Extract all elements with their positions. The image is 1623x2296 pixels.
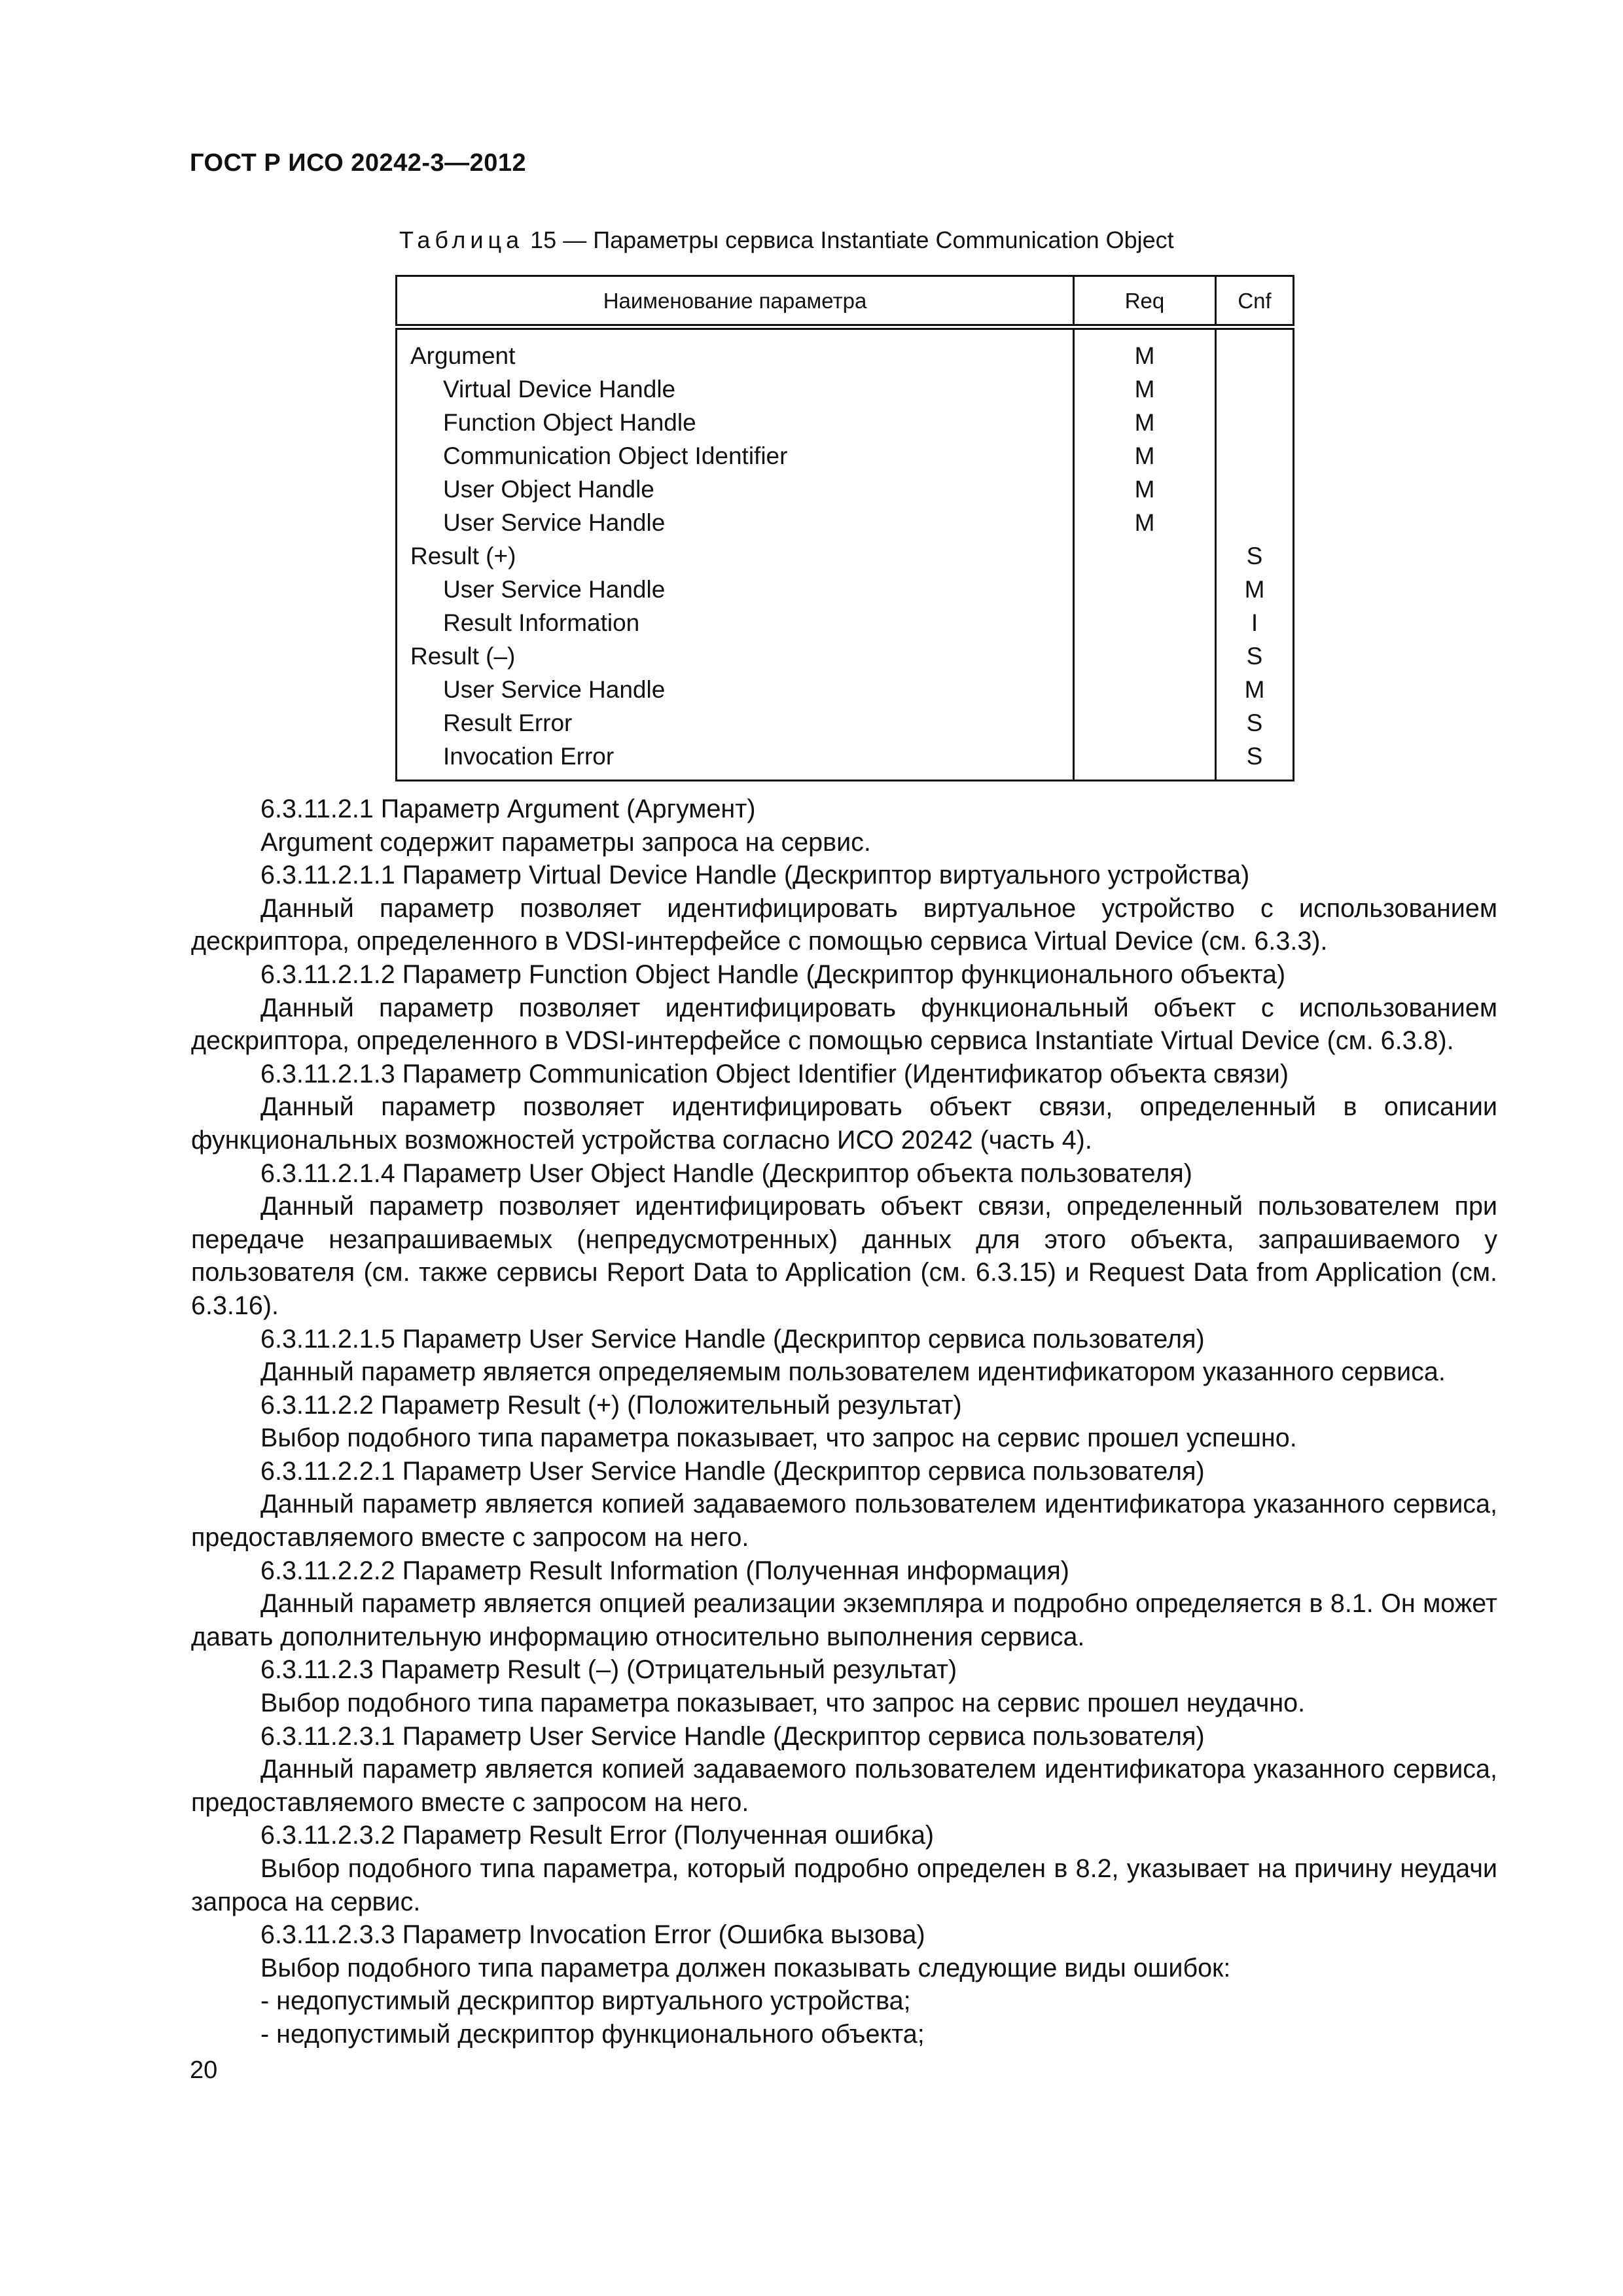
table-row	[397, 673, 1294, 706]
table-header-row	[397, 276, 1294, 327]
paragraph: - недопустимый дескриптор функционального объекта;	[260, 2019, 925, 2049]
param-cnf-cell: M	[1216, 573, 1294, 606]
page-number: 20	[190, 2056, 218, 2084]
paragraph: 6.3.11.2.2.2 Параметр Result Information (Полученная информация)	[260, 1556, 1069, 1585]
param-name-cell: Virtual Device Handle	[397, 372, 1074, 406]
param-cnf-cell	[1216, 473, 1294, 506]
param-req-cell	[1074, 539, 1216, 573]
param-req-cell	[1074, 606, 1216, 639]
table-row	[397, 372, 1294, 406]
paragraph: Выбор подобного типа параметра, который подробно определен в 8.2, указывает на причину неудачи запроса на сервис.	[191, 1854, 1497, 1916]
param-req-cell: M	[1074, 473, 1216, 506]
paragraph: - недопустимый дескриптор виртуального устройства;	[260, 1986, 911, 2016]
paragraph: 6.3.11.2.3 Параметр Result (–) (Отрицательный результат)	[260, 1655, 957, 1685]
paragraph: Данный параметр позволяет идентифицировать объект связи, определенный в описании функциональных возможностей устройства согласно ИСО 20242 (часть 4).	[191, 1092, 1497, 1155]
param-name-cell: Result (+)	[397, 539, 1074, 573]
table-body	[397, 327, 1294, 781]
param-cnf-cell: M	[1216, 673, 1294, 706]
paragraph: 6.3.11.2.1.1 Параметр Virtual Device Handle (Дескриптор виртуального устройства)	[260, 861, 1250, 890]
paragraph: 6.3.11.2.3.1 Параметр User Service Handle (Дескриптор сервиса пользователя)	[260, 1721, 1205, 1751]
paragraph: Данный параметр позволяет идентифицировать объект связи, определенный пользователем при передаче незапрашиваемых (непредусмотренных) данных для этого объекта, запрашиваемого у пользователя (см. также сервисы Report Data to Application (см. 6.3.15) и Request Data from Application (см. 6.3.16).	[191, 1192, 1497, 1320]
param-cnf-cell: S	[1216, 706, 1294, 740]
table-row	[397, 439, 1294, 473]
param-cnf-cell	[1216, 372, 1294, 406]
param-name-cell: User Service Handle	[397, 506, 1074, 539]
param-cnf-cell	[1216, 327, 1294, 373]
table-row	[397, 406, 1294, 439]
table-row	[397, 473, 1294, 506]
paragraph: 6.3.11.2.1.4 Параметр User Object Handle (Дескриптор объекта пользователя)	[260, 1158, 1192, 1188]
table-row	[397, 539, 1294, 573]
param-name-cell: Communication Object Identifier	[397, 439, 1074, 473]
paragraph: Данный параметр является копией задаваемого пользователем идентификатора указанного сервиса, предоставляемого вместе с запросом на него.	[191, 1490, 1497, 1552]
paragraph: Выбор подобного типа параметра показывает, что запрос на сервис прошел неудачно.	[260, 1689, 1306, 1718]
param-req-cell	[1074, 706, 1216, 740]
param-name-cell: Invocation Error	[397, 740, 1074, 781]
paragraph: Выбор подобного типа параметра должен показывать следующие виды ошибок:	[260, 1953, 1231, 1982]
param-name-cell: Result Information	[397, 606, 1074, 639]
table-row	[397, 639, 1294, 673]
param-cnf-cell	[1216, 439, 1294, 473]
paragraph: 6.3.11.2.1.5 Параметр User Service Handle (Дескриптор сервиса пользователя)	[260, 1324, 1205, 1354]
table-caption	[399, 226, 1174, 254]
paragraph: 6.3.11.2.2 Параметр Result (+) (Положительный результат)	[260, 1390, 962, 1420]
param-cnf-cell: S	[1216, 539, 1294, 573]
param-name-cell: Result (–)	[397, 639, 1074, 673]
paragraph: 6.3.11.2.2.1 Параметр User Service Handle (Дескриптор сервиса пользователя)	[260, 1456, 1205, 1486]
document-header: ГОСТ Р ИСО 20242-3—2012	[190, 149, 527, 177]
body-text	[191, 793, 1497, 2051]
param-req-cell: M	[1074, 506, 1216, 539]
paragraph: Данный параметр позволяет идентифицировать функциональный объект с использованием дескриптора, определенного в VDSI-интерфейсе с помощью сервиса Instantiate Virtual Device (см. 6.3.8).	[191, 993, 1497, 1056]
parameters-table	[395, 275, 1294, 781]
paragraph: 6.3.11.2.3.3 Параметр Invocation Error (Ошибка вызова)	[260, 1920, 925, 1950]
param-req-cell	[1074, 673, 1216, 706]
paragraph: 6.3.11.2.3.2 Параметр Result Error (Полученная ошибка)	[260, 1821, 935, 1850]
table-caption-prefix: Таблица	[399, 226, 524, 253]
table-row	[397, 506, 1294, 539]
param-req-cell: M	[1074, 327, 1216, 373]
paragraph: Выбор подобного типа параметра показывает, что запрос на сервис прошел успешно.	[260, 1424, 1297, 1453]
param-cnf-cell	[1216, 506, 1294, 539]
param-cnf-cell	[1216, 406, 1294, 439]
paragraph: 6.3.11.2.1 Параметр Argument (Аргумент)	[260, 795, 756, 823]
paragraph: Данный параметр позволяет идентифицировать виртуальное устройство с использованием дескриптора, определенного в VDSI-интерфейсе с помощью сервиса Virtual Device (см. 6.3.3).	[191, 893, 1497, 956]
table-caption-text: 15 — Параметры сервиса Instantiate Communication Object	[524, 226, 1174, 253]
paragraph: 6.3.11.2.1.2 Параметр Function Object Handle (Дескриптор функционального объекта)	[260, 960, 1286, 989]
param-req-cell: M	[1074, 372, 1216, 406]
table-row	[397, 740, 1294, 781]
param-req-cell: M	[1074, 439, 1216, 473]
param-req-cell	[1074, 573, 1216, 606]
param-name-cell: Result Error	[397, 706, 1074, 740]
param-cnf-cell: S	[1216, 740, 1294, 781]
column-header-req: Req	[1074, 276, 1216, 327]
param-req-cell	[1074, 740, 1216, 781]
paragraph: Argument содержит параметры запроса на сервис.	[260, 827, 871, 857]
param-req-cell: M	[1074, 406, 1216, 439]
param-cnf-cell: S	[1216, 639, 1294, 673]
paragraph: 6.3.11.2.1.3 Параметр Communication Object Identifier (Идентификатор объекта связи)	[260, 1059, 1289, 1088]
param-name-cell: User Service Handle	[397, 573, 1074, 606]
param-name-cell: User Service Handle	[397, 673, 1074, 706]
column-header-cnf: Cnf	[1216, 276, 1294, 327]
table-row	[397, 573, 1294, 606]
paragraph: Данный параметр является копией задаваемого пользователем идентификатора указанного сервиса, предоставляемого вместе с запросом на него.	[191, 1755, 1497, 1817]
param-name-cell: User Object Handle	[397, 473, 1074, 506]
param-name-cell: Argument	[397, 327, 1074, 373]
paragraph: Данный параметр является опцией реализации экземпляра и подробно определяется в 8.1. Он может давать дополнительную информацию относительно выполнения сервиса.	[191, 1589, 1497, 1651]
paragraph: Данный параметр является определяемым пользователем идентификатором указанного сервиса.	[260, 1357, 1446, 1387]
table-row	[397, 606, 1294, 639]
param-name-cell: Function Object Handle	[397, 406, 1074, 439]
param-cnf-cell: I	[1216, 606, 1294, 639]
param-req-cell	[1074, 639, 1216, 673]
table-row	[397, 706, 1294, 740]
table-row	[397, 327, 1294, 373]
column-header-name: Наименование параметра	[397, 276, 1074, 327]
